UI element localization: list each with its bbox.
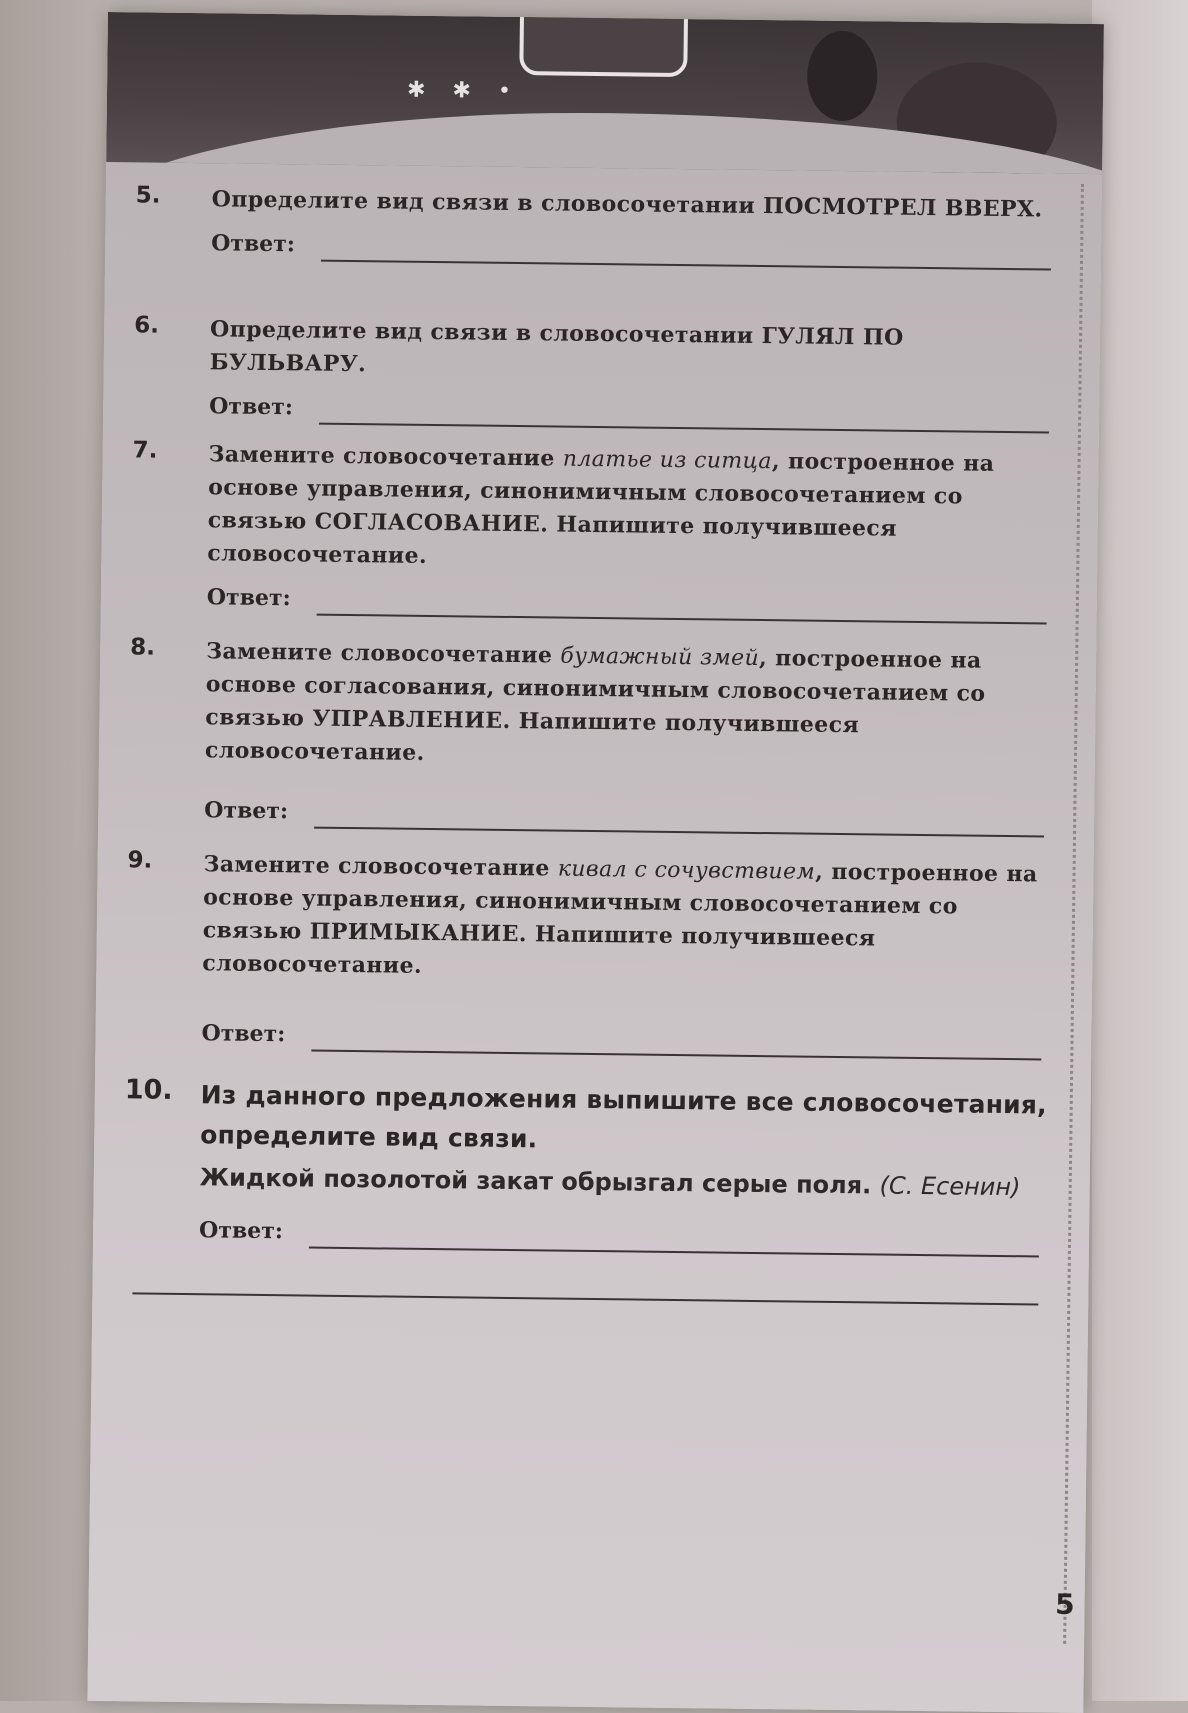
phrase-italic: платье из ситца xyxy=(562,446,773,475)
question-number: 8. xyxy=(130,634,156,661)
question-text: Из данного предложения выпишите все словосочетания, определите вид связи. xyxy=(200,1080,1048,1154)
answer-field[interactable] xyxy=(204,797,1054,847)
question-number: 5. xyxy=(135,182,161,209)
phrase-italic: бумажный змей xyxy=(560,643,760,672)
question-5 xyxy=(135,182,1062,280)
question-text: Замените словосочетание бумажный змей, построенное на основе согласования, синонимичным словосочетанием со связью УПРАВЛЕНИЕ. Напишите получившееся словосочетание. xyxy=(204,638,986,766)
question-7 xyxy=(131,437,1059,634)
question-text: Определите вид связи в словосочетании ГУЛЯЛ ПО БУЛЬВАРУ. xyxy=(209,316,904,378)
question-8 xyxy=(128,634,1056,847)
source-sentence: Жидкой позолотой закат обрызгал серые поля. (С. Есенин) xyxy=(199,1163,1021,1202)
answer-label: Ответ: xyxy=(201,1020,286,1048)
answer-line[interactable] xyxy=(319,423,1049,434)
page-number: 5 xyxy=(1054,1587,1075,1621)
answer-line[interactable] xyxy=(321,260,1051,271)
answer-field[interactable] xyxy=(199,1217,1049,1267)
answer-field[interactable] xyxy=(211,230,1061,280)
question-10 xyxy=(122,1074,1051,1315)
question-text: Замените словосочетание платье из ситца, построенное на основе управления, синонимичным словосочетанием со связью СОГЛАСОВАНИЕ. Напишите получившееся словосочетание. xyxy=(207,441,995,569)
question-number: 7. xyxy=(132,437,158,464)
question-number: 6. xyxy=(134,312,160,339)
answer-line[interactable] xyxy=(309,1247,1039,1258)
question-text: Определите вид связи в словосочетании ПОСМОТРЕЛ ВВЕРХ. xyxy=(211,186,1043,223)
answer-field[interactable] xyxy=(209,393,1059,443)
answer-field-extra[interactable] xyxy=(132,1264,1048,1315)
question-6 xyxy=(133,312,1060,443)
answer-label: Ответ: xyxy=(204,797,289,825)
answer-label: Ответ: xyxy=(211,230,296,258)
question-text: Замените словосочетание кивал с сочувствием, построенное на основе управления, синонимичным словосочетанием со связью ПРИМЫКАНИЕ. Напишите получившееся словосочетание. xyxy=(202,851,1038,979)
answer-line[interactable] xyxy=(132,1292,1038,1305)
answer-label: Ответ: xyxy=(209,393,294,421)
answer-label: Ответ: xyxy=(206,584,291,612)
table-surface-right xyxy=(1092,0,1188,1701)
answer-field[interactable] xyxy=(201,1020,1051,1070)
answer-line[interactable] xyxy=(314,827,1044,838)
answer-label: Ответ: xyxy=(198,1217,284,1245)
worksheet-page xyxy=(87,12,1104,1713)
title-badge-image xyxy=(519,12,688,77)
sentence-author: (С. Есенин) xyxy=(879,1171,1021,1202)
question-number: 10. xyxy=(124,1074,173,1106)
header-illustration xyxy=(106,12,1104,174)
phrase-italic: кивал с сочувствием xyxy=(557,856,816,885)
snowflake-decoration: ✱ ✱ • xyxy=(406,77,522,105)
perforation-line xyxy=(1063,184,1084,1644)
answer-line[interactable] xyxy=(311,1050,1041,1061)
question-number: 9. xyxy=(127,847,153,874)
answer-line[interactable] xyxy=(317,614,1047,625)
question-9 xyxy=(125,847,1054,1070)
answer-field[interactable] xyxy=(207,584,1057,634)
